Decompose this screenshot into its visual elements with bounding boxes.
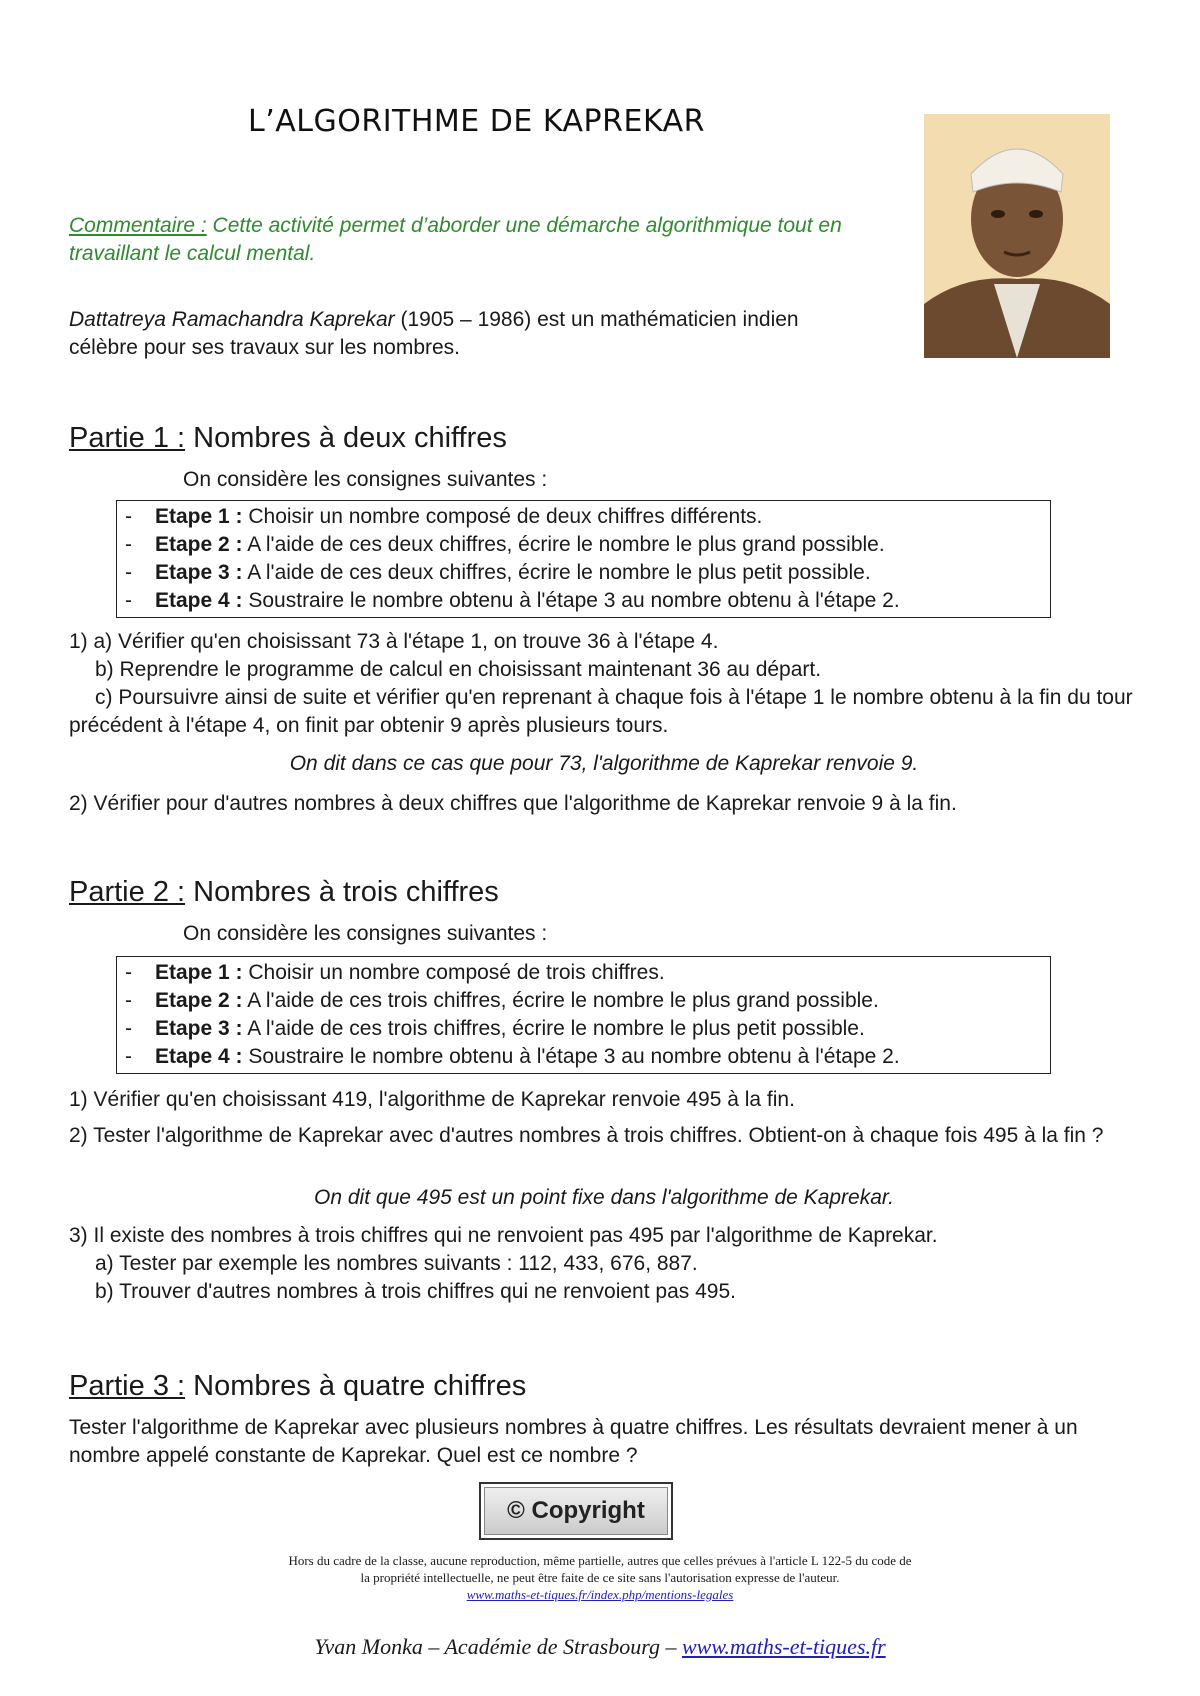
page-title: L’ALGORITHME DE KAPREKAR [248,104,705,139]
part3-heading-text: Nombres à quatre chiffres [185,1370,527,1402]
part1-step-2: - Etape 2 : A l'aide de ces deux chiffres, écrire le nombre le plus grand possible. [125,533,885,556]
part3-heading-label: Partie 3 : [69,1370,186,1402]
footer-link[interactable]: www.maths-et-tiques.fr [681,1634,886,1659]
comment-text: Cette activité permet d’aborder une démarche algorithmique tout en travaillant le calcul mental. [69,214,842,265]
part1-step-3: - Etape 3 : A l'aide de ces deux chiffres, écrire le nombre le plus petit possible. [125,561,871,584]
bio-name: Dattatreya Ramachandra Kaprekar [69,308,395,331]
part2-heading-text: Nombres à trois chiffres [185,876,499,908]
footer-author: Yvan Monka – Académie de Strasbourg – [314,1634,682,1659]
part2-step-4: - Etape 4 : Soustraire le nombre obtenu à l'étape 3 au nombre obtenu à l'étape 2. [125,1045,900,1068]
kaprekar-portrait-image [924,114,1110,358]
copyright-badge[interactable]: © Copyright [479,1482,673,1540]
bio-paragraph [69,306,869,362]
part2-q3b: b) Trouver d'autres nombres à trois chiffres qui ne renvoient pas 495. [95,1280,736,1303]
legal-line-2: la propriété intellectuelle, ne peut être faite de ce site sans l'autorisation expresse de l'auteur. [360,1570,840,1585]
part2-heading-label: Partie 2 : [69,876,186,908]
part1-q1b: b) Reprendre le programme de calcul en choisissant maintenant 36 au départ. [95,658,822,681]
part1-heading-text: Nombres à deux chiffres [185,422,507,454]
part2-q2: 2) Tester l'algorithme de Kaprekar avec d'autres nombres à trois chiffres. Obtient-on à chaque fois 495 à la fin ? [69,1124,1104,1147]
part2-heading [69,876,499,909]
part2-step-1: - Etape 1 : Choisir un nombre composé de trois chiffres. [125,961,665,984]
part2-steps-box [116,956,1051,1074]
part3-text: Tester l'algorithme de Kaprekar avec plusieurs nombres à quatre chiffres. Les résultats devraient mener à un nombre appelé constante de Kaprekar. Quel est ce nombre ? [69,1416,1078,1467]
part3-heading [69,1370,526,1403]
part2-intro: On considère les consignes suivantes : [183,922,548,945]
legal-line-1: Hors du cadre de la classe, aucune reproduction, même partielle, autres que celles prévues à l'article L 122-5 du code de [288,1553,912,1568]
part2-remark: On dit que 495 est un point fixe dans l'algorithme de Kaprekar. [314,1186,894,1209]
part2-step-2: - Etape 2 : A l'aide de ces trois chiffres, écrire le nombre le plus grand possible. [125,989,879,1012]
part2-q3-block [69,1222,1139,1306]
part1-step-4: - Etape 4 : Soustraire le nombre obtenu à l'étape 3 au nombre obtenu à l'étape 2. [125,589,900,612]
part2-q1: 1) Vérifier qu'en choisissant 419, l'algorithme de Kaprekar renvoie 495 à la fin. [69,1088,795,1111]
part1-heading-label: Partie 1 : [69,422,186,454]
footer [150,1634,1050,1660]
bio-text: (1905 – 1986) est un mathématicien indien célèbre pour ses travaux sur les nombres. [69,308,799,359]
comment-paragraph [69,212,909,268]
part1-heading [69,422,507,455]
part1-q2: 2) Vérifier pour d'autres nombres à deux chiffres que l'algorithme de Kaprekar renvoie 9 à la fin. [69,792,957,815]
part2-step-3: - Etape 3 : A l'aide de ces trois chiffres, écrire le nombre le plus petit possible. [125,1017,865,1040]
legal-notice [150,1552,1050,1603]
part1-q1c: c) Poursuivre ainsi de suite et vérifier qu'en reprenant à chaque fois à l'étape 1 le nombre obtenu à la fin du tour précédent à l'étape 4, on finit par obtenir 9 après plusieurs tours. [69,686,1133,737]
part1-step-1: - Etape 1 : Choisir un nombre composé de deux chiffres différents. [125,505,763,528]
part1-steps-box [116,500,1051,618]
part1-remark: On dit dans ce cas que pour 73, l'algorithme de Kaprekar renvoie 9. [289,752,919,775]
part2-q3a: a) Tester par exemple les nombres suivants : 112, 433, 676, 887. [95,1252,698,1275]
part1-questions [69,628,1139,740]
part1-q1a: 1) a) Vérifier qu'en choisissant 73 à l'étape 1, on trouve 36 à l'étape 4. [69,630,719,653]
part2-q3: 3) Il existe des nombres à trois chiffres qui ne renvoient pas 495 par l'algorithme de Kaprekar. [69,1224,938,1247]
legal-link[interactable]: www.maths-et-tiques.fr/index.php/mentions-legales [466,1587,734,1602]
comment-label: Commentaire : [69,214,207,237]
part1-intro: On considère les consignes suivantes : [183,468,548,491]
